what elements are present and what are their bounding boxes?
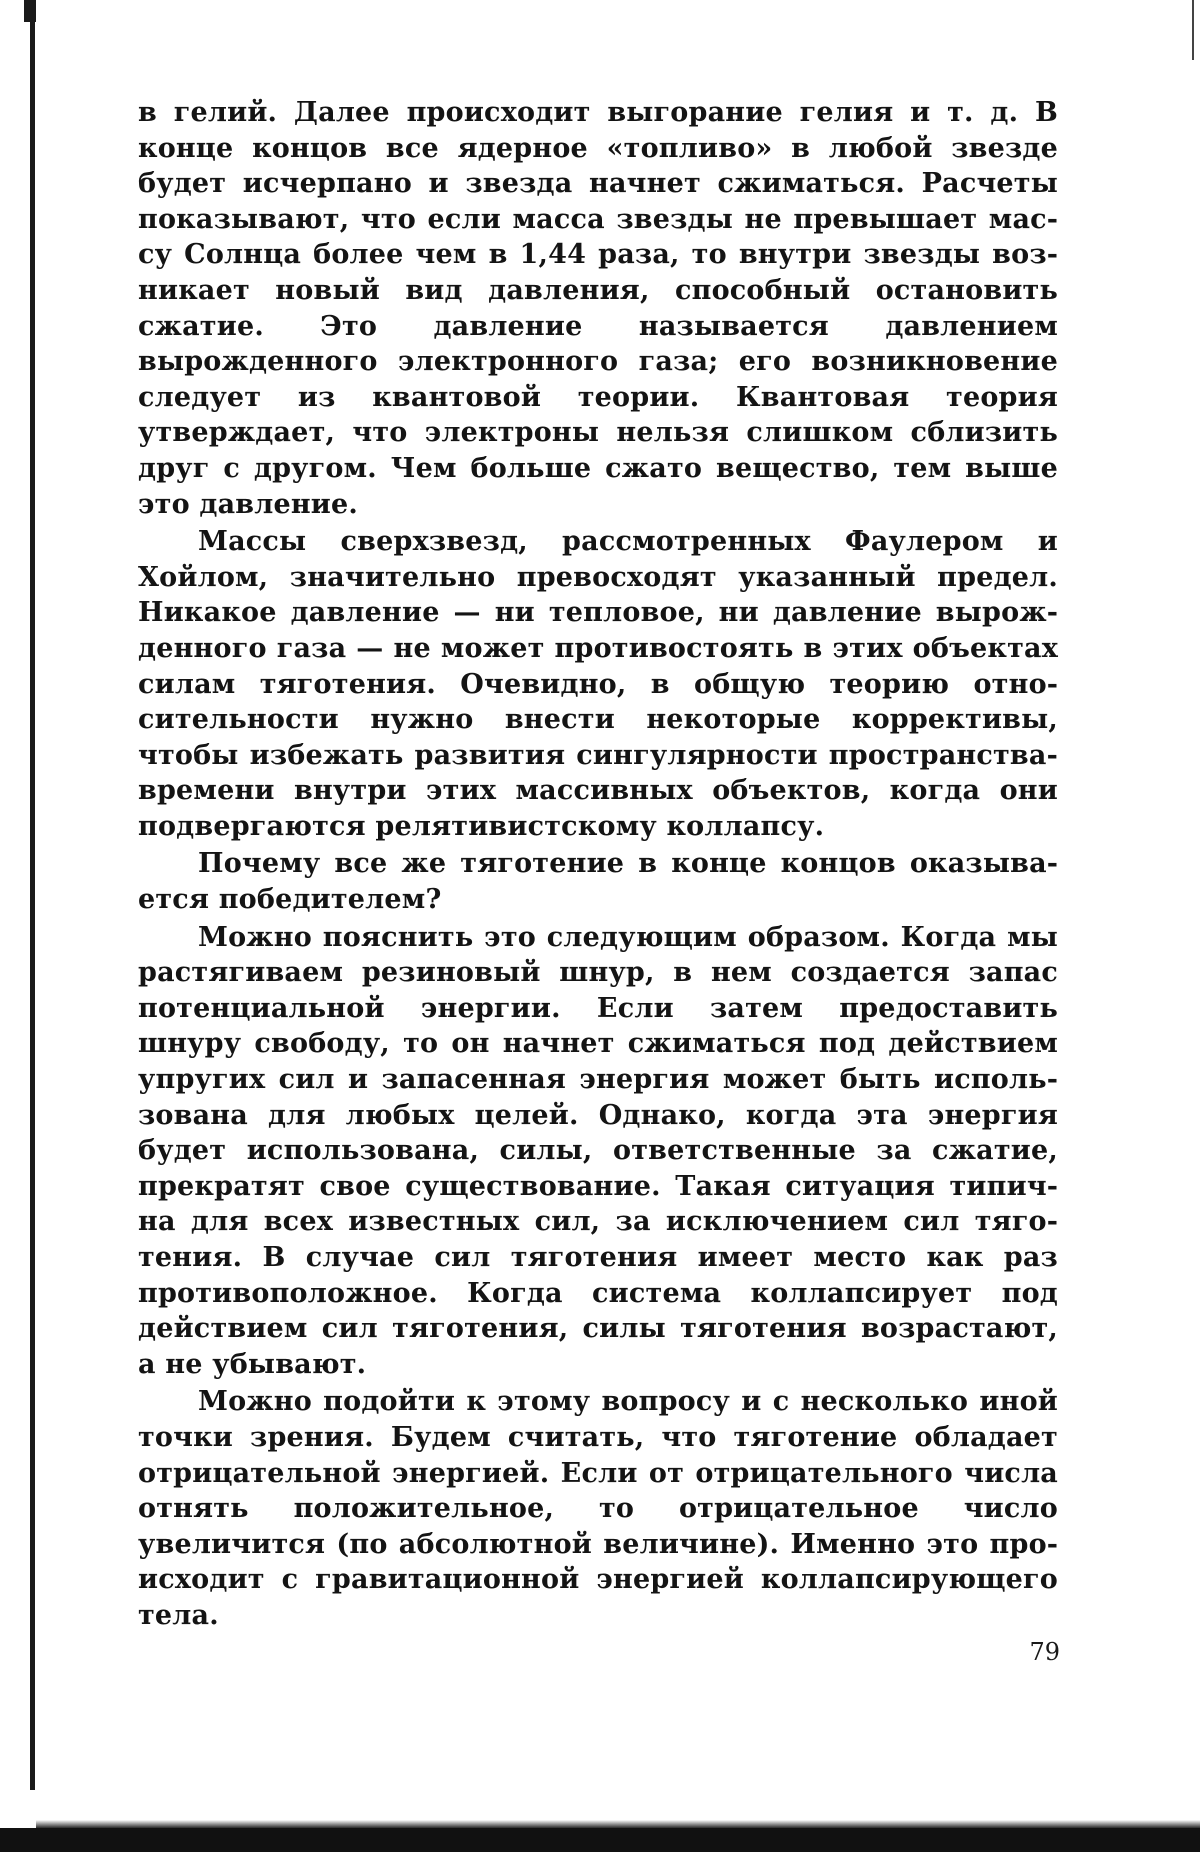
scan-bottom-edge [0, 1828, 1200, 1852]
page-body [138, 95, 1058, 1634]
paragraph-2: Массы сверхзвезд, рассмотренных Фаулером и Хойлом, значительно превосходят указанный предел. Никакое давление — ни тепловое, ни давление вырожденного газа — не может противостоять в этих объектах силам тяготения. Очевидно, в общую теорию относительности нужно внести некоторые коррективы, чтобы избежать развития сингулярности пространства-времени внутри этих массивных объектов, когда они подвергаются релятивистскому коллапсу. [138, 526, 1058, 842]
scan-left-edge [30, 0, 35, 1790]
paragraph-1: в гелий. Далее происходит выгорание гелия и т. д. В конце концов все ядерное «топливо» в любой звезде будет исчерпано и звезда начнет сжиматься. Расчеты показывают, что если масса звезды не превышает массу Солнца более чем в 1,44 раза, то внутри звезды возникает новый вид давления, способный остановить сжатие. Это давление называется давлением вырожденного электронного газа; его возникновение следует из квантовой теории. Квантовая теория утверждает, что электроны нельзя слишком сблизить друг с другом. Чем больше сжато вещество, тем выше это давление. [138, 97, 1058, 520]
scan-right-edge [1192, 0, 1194, 60]
paragraph-5: Можно подойти к этому вопросу и с несколько иной точки зрения. Будем считать, что тяготение обладает отрицательной энергией. Если от отрицательного числа отнять положительное, то отрицательное число увеличится (по абсолютной величине). Именно это происходит с гравитационной энергией коллапсирующего тела. [138, 1386, 1058, 1631]
paragraph-4: Можно пояснить это следующим образом. Когда мы растягиваем резиновый шнур, в нем создается запас потенциальной энергии. Если затем предоставить шнуру свободу, то он начнет сжиматься под действием упругих сил и запасенная энергия может быть использована для любых целей. Однако, когда эта энергия будет использована, силы, ответственные за сжатие, прекратят свое существование. Такая ситуация типична для всех известных сил, за исключением сил тяготения. В случае сил тяготения имеет место как раз противоположное. Когда система коллапсирует под действием сил тяготения, силы тяготения возрастают, а не убывают. [138, 921, 1058, 1380]
scan-bottom-shadow [36, 1820, 1200, 1828]
page-number: 79 [1029, 1638, 1060, 1666]
paragraph-3: Почему все же тяготение в конце концов оказывается победителем? [138, 848, 1058, 916]
